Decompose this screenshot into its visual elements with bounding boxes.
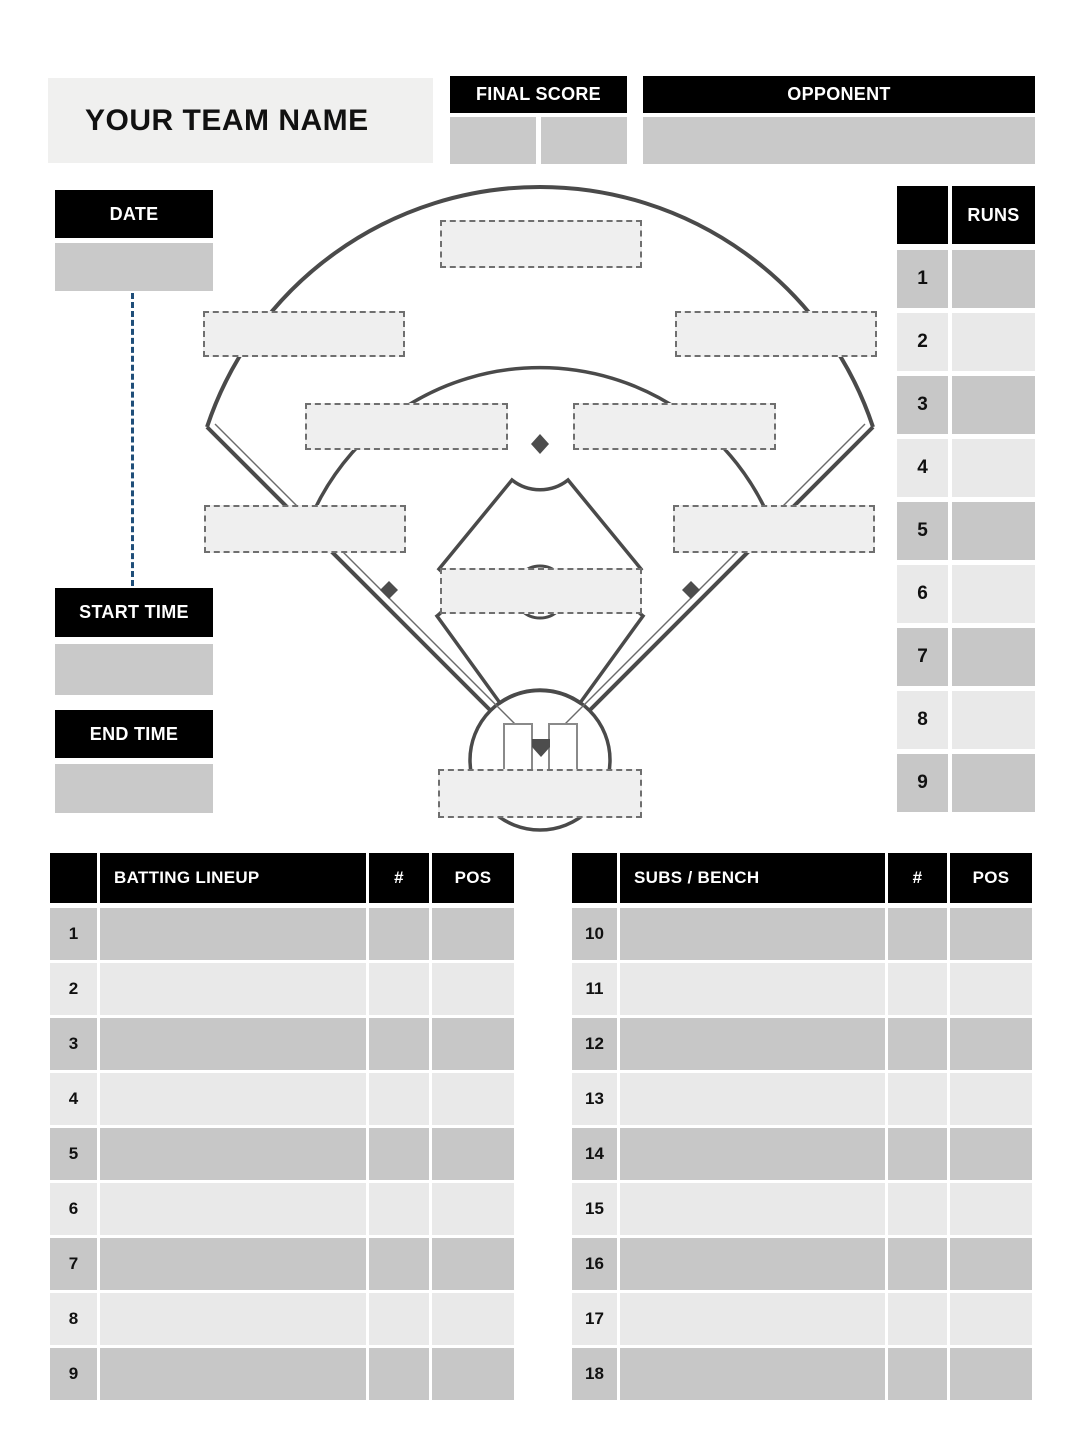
right-batter-box <box>549 724 577 771</box>
subs-order-number: 14 <box>572 1128 617 1180</box>
subs-row <box>572 1128 1032 1180</box>
jersey-number-cell[interactable] <box>888 1183 947 1235</box>
batting-order-number: 3 <box>50 1018 97 1070</box>
position-cell[interactable] <box>950 963 1032 1015</box>
position-cell[interactable] <box>432 1238 514 1290</box>
position-box-shortstop[interactable] <box>305 403 508 450</box>
runs-table-header <box>897 186 1035 244</box>
batting-order-number: 2 <box>50 963 97 1015</box>
batting-order-column-header <box>50 853 97 903</box>
inning-number: 6 <box>897 565 948 623</box>
runs-cell[interactable] <box>952 754 1035 812</box>
subs-row <box>572 908 1032 960</box>
subs-row <box>572 963 1032 1015</box>
subs-order-number: 11 <box>572 963 617 1015</box>
player-name-cell[interactable] <box>100 1073 366 1125</box>
position-column-header: POS <box>950 853 1032 903</box>
subs-row <box>572 1238 1032 1290</box>
runs-cell[interactable] <box>952 502 1035 560</box>
batting-row <box>50 1073 514 1125</box>
team-name-box[interactable]: YOUR TEAM NAME <box>48 78 433 163</box>
subs-row <box>572 1348 1032 1400</box>
inning-row <box>897 439 1035 497</box>
runs-cell[interactable] <box>952 439 1035 497</box>
jersey-number-cell[interactable] <box>888 1128 947 1180</box>
subs-order-number: 18 <box>572 1348 617 1400</box>
subs-order-number: 16 <box>572 1238 617 1290</box>
jersey-number-cell[interactable] <box>888 1348 947 1400</box>
runs-cell[interactable] <box>952 313 1035 371</box>
batting-order-number: 9 <box>50 1348 97 1400</box>
position-cell[interactable] <box>432 963 514 1015</box>
inning-number: 3 <box>897 376 948 434</box>
player-name-cell[interactable] <box>100 1238 366 1290</box>
player-name-cell[interactable] <box>100 908 366 960</box>
date-header: DATE <box>55 190 213 238</box>
jersey-number-cell[interactable] <box>369 963 429 1015</box>
position-cell[interactable] <box>950 908 1032 960</box>
jersey-number-cell[interactable] <box>888 908 947 960</box>
jersey-number-cell[interactable] <box>888 1073 947 1125</box>
jersey-number-cell[interactable] <box>369 908 429 960</box>
position-cell[interactable] <box>950 1238 1032 1290</box>
position-cell[interactable] <box>950 1348 1032 1400</box>
batting-lineup-title: BATTING LINEUP <box>100 853 366 903</box>
inning-number: 2 <box>897 313 948 371</box>
position-cell[interactable] <box>950 1128 1032 1180</box>
position-cell[interactable] <box>432 908 514 960</box>
subs-order-column-header <box>572 853 617 903</box>
player-name-cell[interactable] <box>100 1018 366 1070</box>
player-name-cell[interactable] <box>620 1348 885 1400</box>
subs-order-number: 13 <box>572 1073 617 1125</box>
batting-order-number: 7 <box>50 1238 97 1290</box>
position-box-catcher[interactable] <box>438 769 642 818</box>
inning-column-header <box>897 186 948 244</box>
position-cell[interactable] <box>432 1018 514 1070</box>
player-name-cell[interactable] <box>100 1183 366 1235</box>
position-cell[interactable] <box>432 1293 514 1345</box>
player-name-cell[interactable] <box>620 1183 885 1235</box>
jersey-number-cell[interactable] <box>369 1183 429 1235</box>
player-name-cell[interactable] <box>620 963 885 1015</box>
player-name-cell[interactable] <box>100 1348 366 1400</box>
jersey-number-cell[interactable] <box>888 963 947 1015</box>
jersey-number-cell[interactable] <box>369 1238 429 1290</box>
jersey-number-cell[interactable] <box>369 1348 429 1400</box>
batting-order-number: 1 <box>50 908 97 960</box>
inning-number: 7 <box>897 628 948 686</box>
player-name-cell[interactable] <box>620 908 885 960</box>
batting-order-number: 5 <box>50 1128 97 1180</box>
subs-order-number: 15 <box>572 1183 617 1235</box>
batting-order-number: 4 <box>50 1073 97 1125</box>
position-box-center-field[interactable] <box>440 220 642 268</box>
jersey-number-cell[interactable] <box>369 1018 429 1070</box>
jersey-number-column-header: # <box>888 853 947 903</box>
inning-row <box>897 376 1035 434</box>
inning-number: 8 <box>897 691 948 749</box>
subs-order-number: 10 <box>572 908 617 960</box>
player-name-cell[interactable] <box>100 1293 366 1345</box>
subs-row <box>572 1183 1032 1235</box>
runs-table-body <box>897 250 1035 812</box>
batting-table-body <box>50 908 514 1400</box>
position-box-first-base[interactable] <box>673 505 875 553</box>
jersey-number-cell[interactable] <box>369 1073 429 1125</box>
inning-row <box>897 628 1035 686</box>
start-time-header: START TIME <box>55 588 213 637</box>
batting-row <box>50 908 514 960</box>
inning-row <box>897 754 1035 812</box>
position-cell[interactable] <box>950 1183 1032 1235</box>
batting-row <box>50 1183 514 1235</box>
runs-column-header: RUNS <box>952 186 1035 244</box>
runs-cell[interactable] <box>952 376 1035 434</box>
player-name-cell[interactable] <box>620 1293 885 1345</box>
inning-row <box>897 565 1035 623</box>
inning-number: 5 <box>897 502 948 560</box>
position-box-pitcher[interactable] <box>440 568 642 614</box>
batting-row <box>50 1018 514 1070</box>
runs-cell[interactable] <box>952 250 1035 308</box>
batting-row <box>50 1348 514 1400</box>
player-name-cell[interactable] <box>620 1018 885 1070</box>
inning-row <box>897 691 1035 749</box>
runs-cell[interactable] <box>952 691 1035 749</box>
subs-bench-title: SUBS / BENCH <box>620 853 885 903</box>
player-name-cell[interactable] <box>620 1128 885 1180</box>
subs-table-header <box>572 853 1032 903</box>
batting-row <box>50 963 514 1015</box>
third-base-icon <box>380 581 398 599</box>
batting-order-number: 8 <box>50 1293 97 1345</box>
left-batter-box <box>504 724 532 771</box>
batting-table-header <box>50 853 514 903</box>
inning-row <box>897 502 1035 560</box>
inning-row <box>897 250 1035 308</box>
position-cell[interactable] <box>432 1183 514 1235</box>
batting-row <box>50 1238 514 1290</box>
runs-cell[interactable] <box>952 565 1035 623</box>
jersey-number-cell[interactable] <box>888 1238 947 1290</box>
player-name-cell[interactable] <box>100 963 366 1015</box>
position-box-right-field[interactable] <box>675 311 877 357</box>
end-time-header: END TIME <box>55 710 213 758</box>
position-cell[interactable] <box>950 1293 1032 1345</box>
player-name-cell[interactable] <box>620 1238 885 1290</box>
first-base-icon <box>682 581 700 599</box>
position-column-header: POS <box>432 853 514 903</box>
inning-row <box>897 313 1035 371</box>
opponent-header: OPPONENT <box>643 76 1035 113</box>
inning-number: 1 <box>897 250 948 308</box>
batting-row <box>50 1128 514 1180</box>
subs-order-number: 17 <box>572 1293 617 1345</box>
position-cell[interactable] <box>432 1128 514 1180</box>
position-box-second-base[interactable] <box>573 403 776 450</box>
subs-order-number: 12 <box>572 1018 617 1070</box>
jersey-number-cell[interactable] <box>888 1018 947 1070</box>
subs-row <box>572 1073 1032 1125</box>
final-score-header: FINAL SCORE <box>450 76 627 113</box>
jersey-number-column-header: # <box>369 853 429 903</box>
batting-row <box>50 1293 514 1345</box>
subs-row <box>572 1293 1032 1345</box>
position-cell[interactable] <box>432 1348 514 1400</box>
runs-cell[interactable] <box>952 628 1035 686</box>
inning-number: 4 <box>897 439 948 497</box>
subs-table-body <box>572 908 1032 1400</box>
player-name-cell[interactable] <box>620 1073 885 1125</box>
position-cell[interactable] <box>950 1073 1032 1125</box>
jersey-number-cell[interactable] <box>369 1128 429 1180</box>
position-cell[interactable] <box>950 1018 1032 1070</box>
player-name-cell[interactable] <box>100 1128 366 1180</box>
jersey-number-cell[interactable] <box>369 1293 429 1345</box>
position-box-third-base[interactable] <box>204 505 406 553</box>
position-cell[interactable] <box>432 1073 514 1125</box>
subs-row <box>572 1018 1032 1070</box>
jersey-number-cell[interactable] <box>888 1293 947 1345</box>
second-base-icon <box>531 434 549 454</box>
batting-order-number: 6 <box>50 1183 97 1235</box>
inning-number: 9 <box>897 754 948 812</box>
position-box-left-field[interactable] <box>203 311 405 357</box>
